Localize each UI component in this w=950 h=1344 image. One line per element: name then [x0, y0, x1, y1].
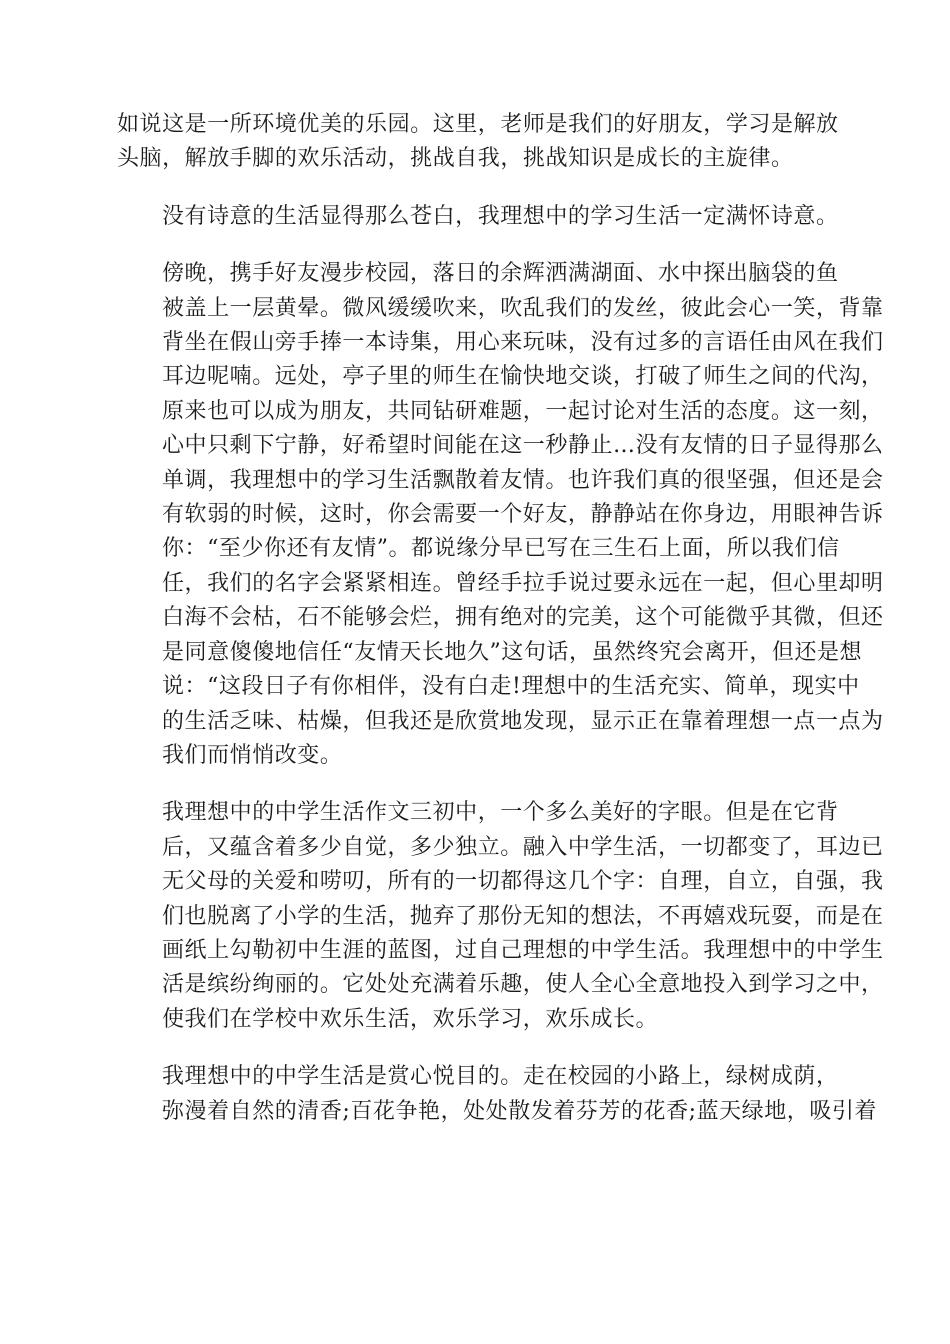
text-line: 我们而悄悄改变。	[162, 742, 343, 768]
text-line: 没有诗意的生活显得那么苍白，我理想中的学习生活一定满怀诗意。	[162, 203, 839, 229]
text-line: 活是缤纷绚丽的。它处处充满着乐趣，使人全心全意地投入到学习之中，	[162, 972, 884, 998]
text-line: 单调，我理想中的学习生活飘散着友情。也许我们真的很坚强，但还是会	[162, 467, 884, 493]
paragraph-2	[117, 200, 839, 234]
text-line: 被盖上一层黄晕。微风缓缓吹来，吹乱我们的发丝，彼此会心一笑，背靠	[162, 295, 884, 321]
text-line: 画纸上勾勒初中生涯的蓝图，过自己理想的中学生活。我理想中的中学生	[162, 937, 884, 963]
text-line: 们也脱离了小学的生活，抛弃了那份无知的想法，不再嬉戏玩耍，而是在	[162, 903, 884, 929]
text-line: 你：“至少你还有友情”。都说缘分早已写在三生石上面，所以我们信	[162, 536, 840, 562]
text-line: 傍晚，携手好友漫步校园，落日的余辉洒满湖面、水中探出脑袋的鱼	[162, 261, 839, 287]
paragraph-3	[117, 257, 884, 773]
document-body	[117, 108, 884, 1152]
text-line: 弥漫着自然的清香;百花争艳，处处散发着芬芳的花香;蓝天绿地，吸引着	[162, 1098, 877, 1124]
paragraph-4	[117, 796, 884, 1037]
text-line: 背坐在假山旁手捧一本诗集，用心来玩味，没有过多的言语任由风在我们	[162, 330, 884, 356]
text-line: 如说这是一所环境优美的乐园。这里，老师是我们的好朋友，学习是解放	[117, 112, 839, 137]
text-line: 白海不会枯，石不能够会烂，拥有绝对的完美，这个可能微乎其微，但还	[162, 605, 884, 631]
paragraph-1	[117, 108, 839, 177]
text-line: 原来也可以成为朋友，共同钻研难题，一起讨论对生活的态度。这一刻，	[162, 398, 884, 424]
text-line: 我理想中的中学生活作文三初中，一个多么美好的字眼。但是在它背	[162, 800, 839, 826]
text-line: 耳边呢喃。远处，亭子里的师生在愉快地交谈，打破了师生之间的代沟，	[162, 364, 884, 390]
text-line: 是同意傻傻地信任“友情天长地久”这句话，虽然终究会离开，但还是想	[162, 639, 863, 665]
text-line: 使我们在学校中欢乐生活，欢乐学习，欢乐成长。	[162, 1006, 659, 1032]
paragraph-5	[117, 1060, 877, 1129]
text-line: 任，我们的名字会紧紧相连。曾经手拉手说过要永远在一起，但心里却明	[162, 570, 884, 596]
text-line: 说：“这段日子有你相伴，没有白走!理想中的生活充实、简单，现实中	[162, 674, 860, 700]
text-line: 后，又蕴含着多少自觉，多少独立。融入中学生活，一切都变了，耳边已	[162, 834, 884, 860]
text-line: 心中只剩下宁静，好希望时间能在这一秒静止…没有友情的日子显得那么	[162, 433, 884, 459]
text-line: 有软弱的时候，这时，你会需要一个好友，静静站在你身边，用眼神告诉	[162, 502, 884, 528]
text-line: 的生活乏味、枯燥，但我还是欣赏地发现，显示正在靠着理想一点一点为	[162, 708, 884, 734]
text-line: 头脑，解放手脚的欢乐活动，挑战自我，挑战知识是成长的主旋律。	[117, 146, 794, 172]
text-line: 无父母的关爱和唠叨，所有的一切都得这几个字：自理，自立，自强，我	[162, 869, 884, 895]
text-line: 我理想中的中学生活是赏心悦目的。走在校园的小路上，绿树成荫，	[162, 1064, 839, 1090]
